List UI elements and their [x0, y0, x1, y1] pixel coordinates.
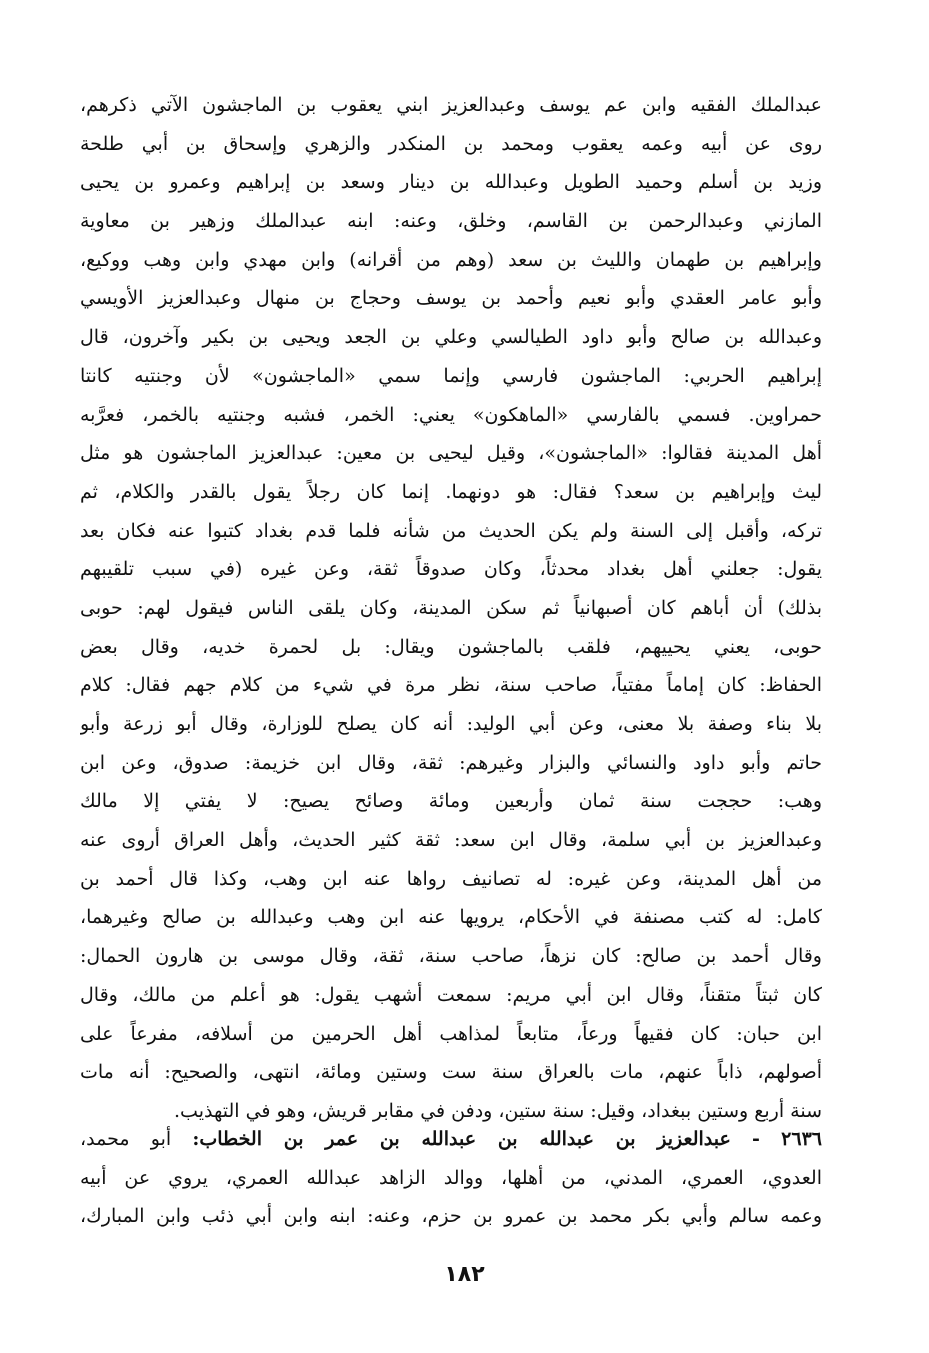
text-line: وهب: حججت سنة ثمان وأربعين ومائة وصائح يصيح: لا يفتي إلا مالك — [80, 790, 822, 813]
text-line: ابن حبان: كان فقيهاً ورعاً، متابعاً لمذاهب أهل الحرمين من أسلافه، مفرعاً على — [80, 1022, 822, 1045]
text-line: أهل المدينة فقالوا: «الماجشون»، وقيل ليحيى بن معين: عبدالعزيز الماجشون هو مثل — [80, 442, 822, 465]
text-line: عبدالملك الفقيه وابن عم يوسف وعبدالعزيز ابني يعقوب بن الماجشون الآتي ذكرهم، — [80, 94, 822, 116]
text-line: بذلك) أن أباهم كان أصبهانياً ثم سكن المدينة، وكان يلقى الناس فيقول لهم: حوبى — [80, 596, 822, 619]
text-line: حاتم وأبو داود والنسائي والبزار وغيرهم: ثقة، وقال ابن خزيمة: صدوق، وعن ابن — [80, 751, 822, 774]
text-line: كامل: له كتب مصنفة في الأحكام، يرويها عنه ابن وهب وعبدالله بن صالح وغيرهما، — [80, 906, 822, 929]
entry-paragraph — [80, 1120, 822, 1236]
text-line: وعمه سالم وأبي بكر محمد بن عمرو بن حزم، وعنه: ابنه وابن أبي ذئب وابن المبارك، — [80, 1205, 822, 1228]
text-line: إبراهيم الحربي: الماجشون فارسي وإنما سمي «الماجشون» لأن وجنتيه كانتا — [80, 364, 822, 387]
text-line: روى عن أبيه وعمه يعقوب ومحمد بن المنكدر والزهري وإسحاق بن أبي طلحة — [80, 132, 822, 155]
text-line: العدوي، العمري، المدني، من أهلها، ووالد الزاهد عبدالله العمري، يروي عن أبيه — [80, 1166, 822, 1189]
text-line: المازني وعبدالرحمن بن القاسم، وخلق، وعنه: ابنه عبدالملك وزهير بن معاوية — [80, 210, 822, 233]
entry-number: ٢٦٣٦ — [781, 1128, 822, 1150]
text-line: بلا بناء وصفة بلا معنى، وعن أبي الوليد: أنه كان يصلح للوزارة، وقال أبو زرعة وأبو — [80, 713, 822, 735]
entry-kunya: أبو محمد، — [80, 1128, 172, 1150]
text-line: سنة أربع وستين ببغداد، وقيل: سنة ستين، ودفن في مقابر قريش، وهو في التهذيب. — [174, 1099, 822, 1122]
text-line: وعبدالله بن صالح وأبو داود الطيالسي وعلي بن الجعد ويحيى بن بكير وآخرون، قال — [80, 326, 822, 349]
page-number: ١٨٢ — [444, 1262, 485, 1287]
text-line: وأبو عامر العقدي وأبو نعيم وأحمد بن يوسف وحجاج بن منهال وعبدالعزيز الأويسي — [80, 287, 822, 310]
text-line: حوبى، يعني يحييهم، فلقب بالماجشون ويقال: بل لحمرة خديه، وقال بعض — [80, 635, 822, 658]
entry-heading-line — [80, 1120, 822, 1159]
entry-dash: - — [752, 1128, 760, 1150]
text-line: الحفاظ: كان إماماً مفتياً، صاحب سنة، نظر مرة في شيء من كلام جهم فقال: كلام — [80, 674, 822, 697]
text-line: وإبراهيم بن طهمان والليث بن سعد (وهم من أقرانه) وابن مهدي وابن وهب ووكيع، — [80, 248, 822, 271]
entry-name: عبدالعزيز بن عبدالله بن عبدالله بن عمر بن الخطاب: — [192, 1128, 731, 1150]
text-line: وعبدالعزيز بن أبي سلمة، وقال ابن سعد: ثقة كثير الحديث، وأهل العراق أروى عنه — [80, 829, 822, 852]
text-line: وزيد بن أسلم وحميد الطويل وعبدالله بن دينار وسعد بن إبراهيم وعمرو بن يحيى — [80, 171, 822, 194]
biography-paragraph — [80, 86, 822, 1131]
text-line: كان ثبتاً متقناً، وقال ابن أبي مريم: سمعت أشهب يقول: هو أعلم من مالك، وقال — [80, 983, 822, 1006]
text-line: من أهل المدينة، وعن غيره: له تصانيف رواها عنه ابن وهب، وكذا قال أحمد بن — [80, 867, 822, 890]
text-line: يقول: جعلني أهل بغداد محدثاً، وكان صدوقاً ثقة، وعن غيره (في سبب تلقيبهم — [80, 558, 822, 581]
text-line: تركه، وأقبل إلى السنة ولم يكن الحديث من شأنه فلما قدم بغداد كتبوا عنه فكان بعد — [80, 519, 822, 542]
text-line: أصولهم، ذاباً عنهم، مات بالعراق سنة ست وستين ومائة، انتهى، والصحيح: أنه مات — [80, 1061, 822, 1084]
text-line: ليث وإبراهيم بن سعد؟ فقال: هو دونهما. إنما كان رجلاً يقول بالقدر والكلام، ثم — [80, 480, 822, 503]
text-line: وقال أحمد بن صالح: كان نزهاً، صاحب سنة، ثقة، وقال موسى بن هارون الحمال: — [80, 945, 822, 968]
text-line: حمراوين. فسمي بالفارسي «الماهكون» يعني: الخمر، فشبه وجنتيه بالخمر، فعرَّبه — [80, 403, 822, 426]
